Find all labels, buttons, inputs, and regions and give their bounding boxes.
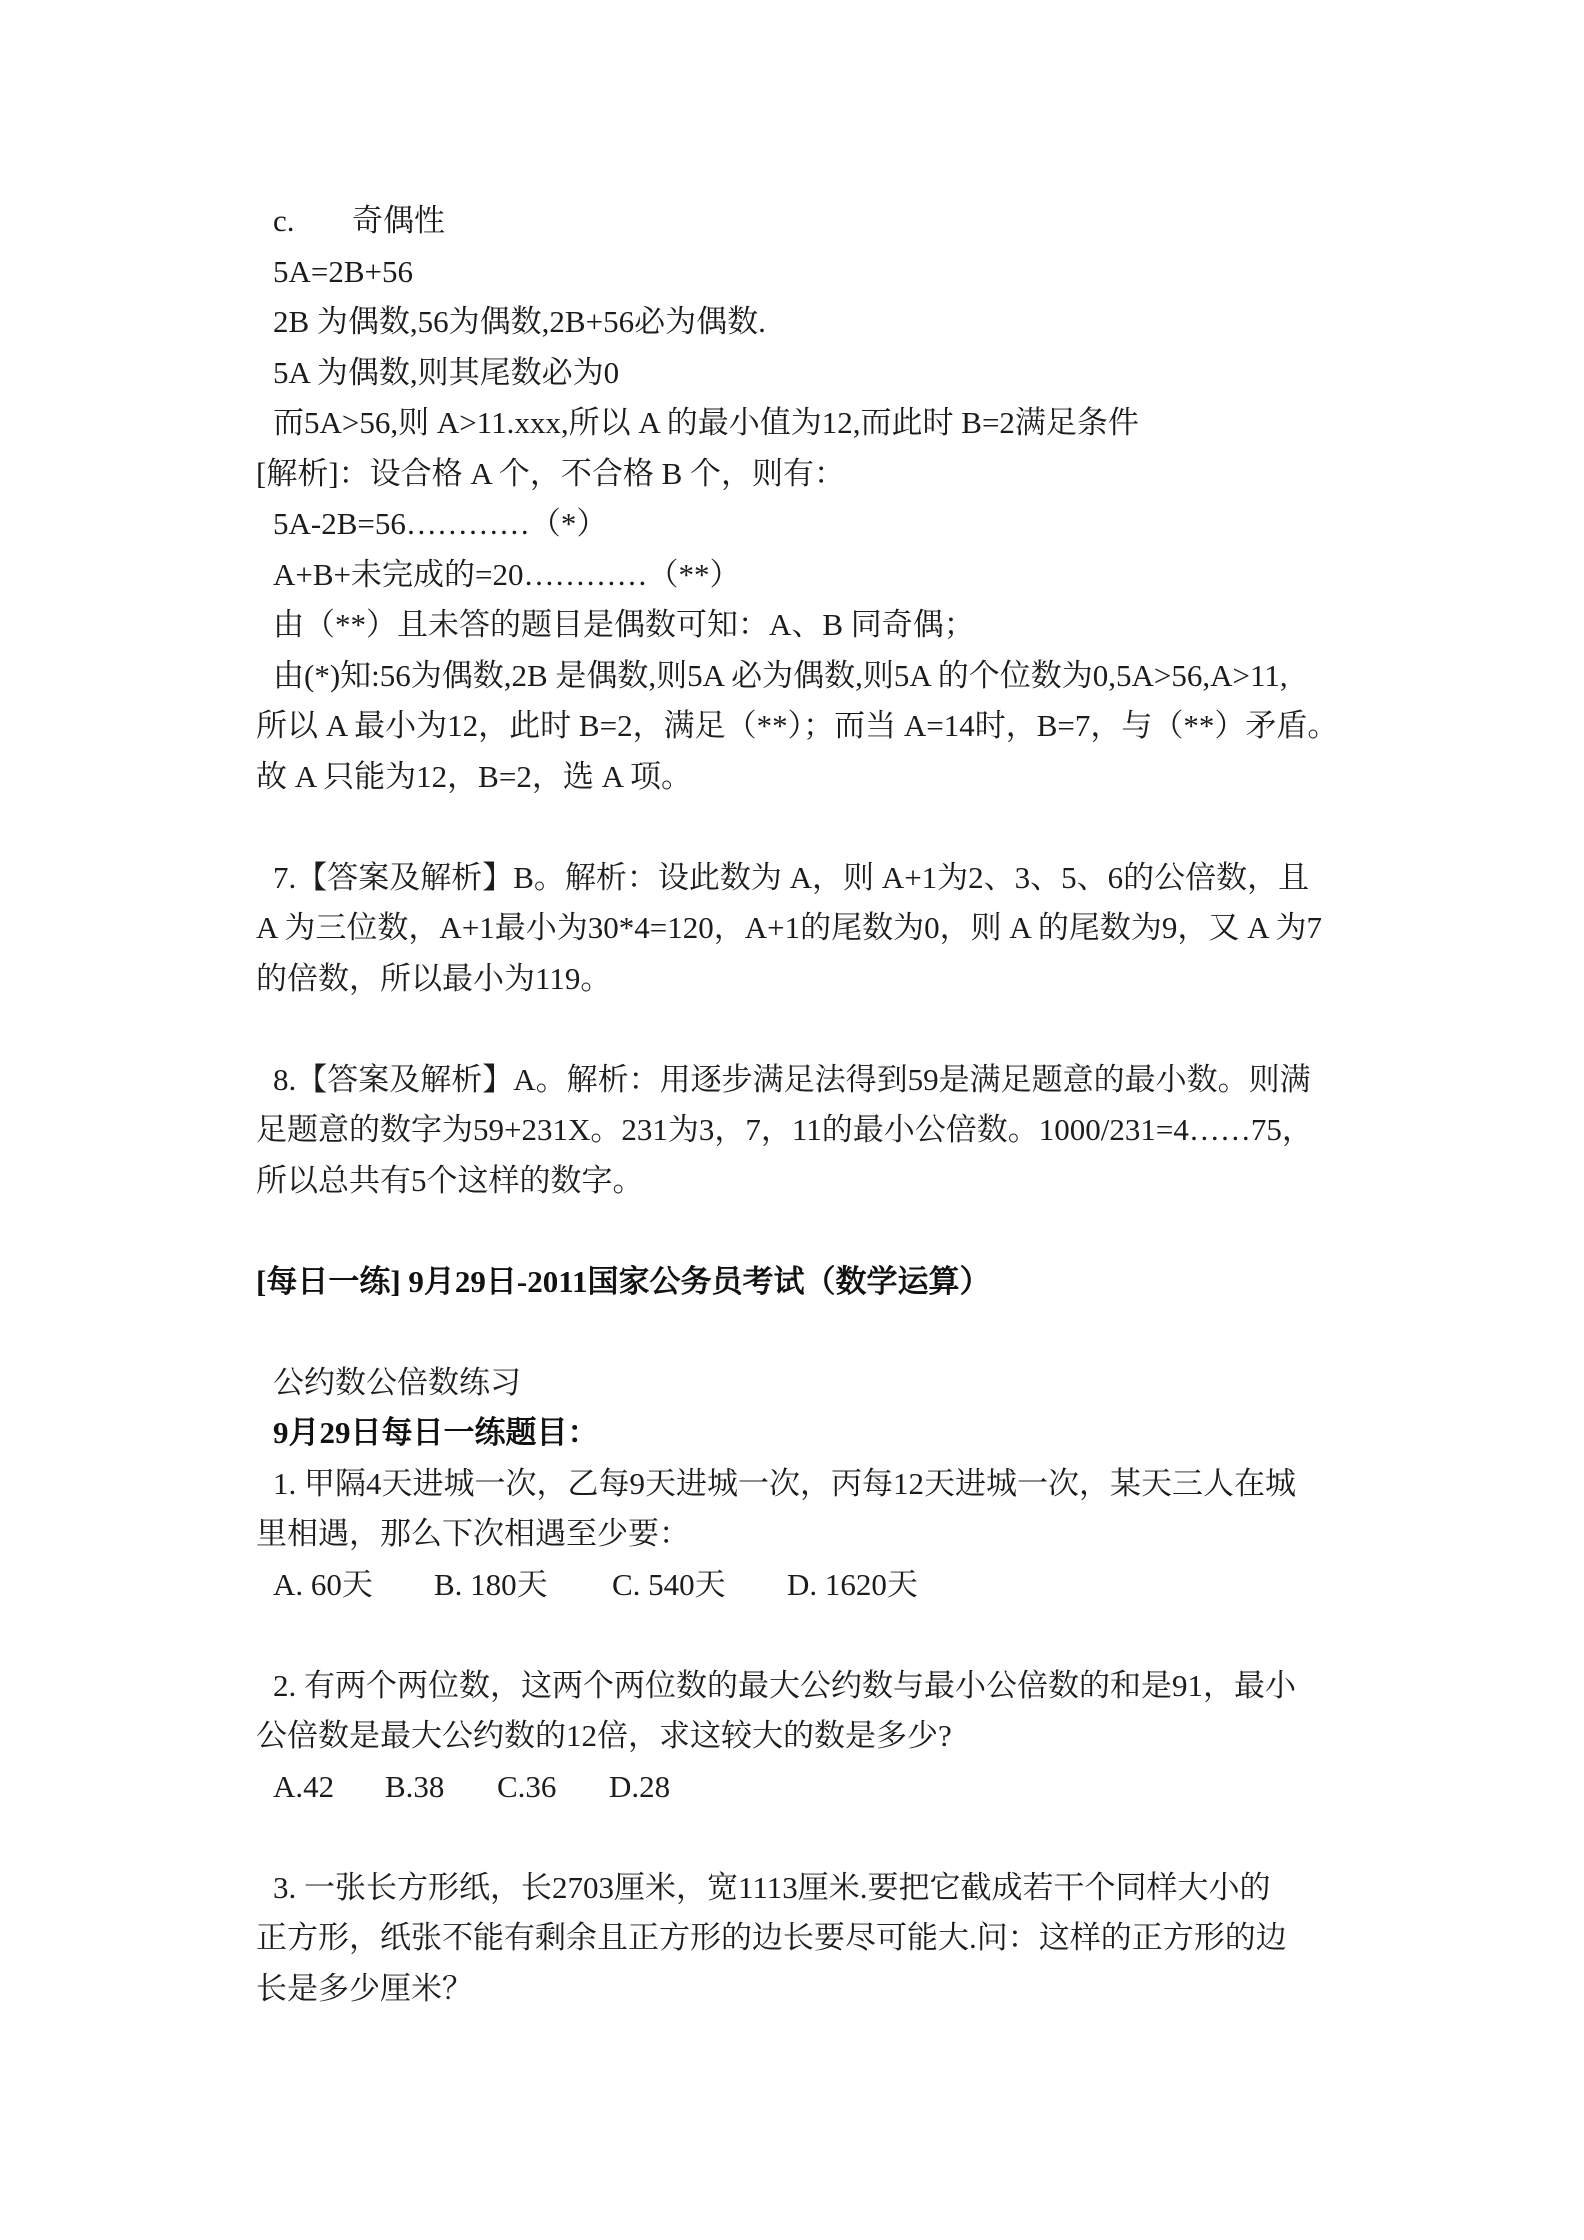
analysis-line: 5A-2B=56…………（*）: [273, 506, 608, 541]
section-title: [每日一练] 9月29日-2011国家公务员考试（数学运算）: [256, 1263, 991, 1299]
question-1-line: 1. 甲隔4天进城一次，乙每9天进城一次，丙每12天进城一次，某天三人在城: [273, 1465, 1296, 1501]
question-2-line: 公倍数是最大公约数的12倍，求这较大的数是多少?: [256, 1718, 952, 1753]
analysis-line: 所以 A 最小为12，此时 B=2，满足（**）；而当 A=14时，B=7，与（**）矛盾。: [256, 708, 1339, 743]
analysis-line: 由（**）且未答的题目是偶数可知：A、B 同奇偶；: [273, 607, 975, 642]
method-c-heading: [256, 196, 1476, 247]
paragraph-gap: [256, 1307, 1476, 1358]
option-a: A. 60天: [273, 1566, 373, 1602]
analysis-line: A+B+未完成的=20…………（**）: [273, 556, 741, 592]
section-topic: 公约数公倍数练习: [273, 1364, 521, 1400]
option-a: A.42: [273, 1768, 335, 1804]
method-c-label: c.: [273, 203, 295, 238]
paragraph-gap: [256, 1812, 1476, 1863]
analysis-line: 故 A 只能为12，B=2，选 A 项。: [256, 758, 693, 794]
paragraph-gap: [256, 1004, 1476, 1055]
answer-8-line: 足题意的数字为59+231X。231为3，7，11的最小公倍数。1000/231=4……75，: [256, 1112, 1313, 1147]
document-page: [256, 196, 1476, 2014]
answer-8-line: 所以总共有5个这样的数字。: [256, 1162, 644, 1198]
method-c-title: 奇偶性: [352, 203, 445, 238]
analysis-line: 由(*)知:56为偶数,2B 是偶数,则5A 必为偶数,则5A 的个位数为0,5A>56,A>11,: [273, 657, 1288, 693]
question-3-line: 3. 一张长方形纸，长2703厘米，宽1113厘米.要把它截成若干个同样大小的: [273, 1869, 1271, 1905]
question-1-options: [256, 1560, 1476, 1611]
question-3-line: 长是多少厘米？: [256, 1970, 473, 2006]
question-3-line: 正方形，纸张不能有剩余且正方形的边长要尽可能大.问：这样的正方形的边: [256, 1920, 1287, 1955]
option-c: C. 540天: [612, 1566, 726, 1602]
method-c-line: 5A 为偶数,则其尾数必为0: [273, 354, 620, 390]
option-d: D.28: [609, 1768, 671, 1804]
answer-7-line: 7.【答案及解析】B。解析：设此数为 A，则 A+1为2、3、5、6的公倍数，且: [273, 859, 1310, 895]
answer-7-line: A 为三位数，A+1最小为30*4=120，A+1的尾数为0，则 A 的尾数为9，又 A 为7: [256, 910, 1323, 945]
analysis-line: [解析]：设合格 A 个，不合格 B 个，则有：: [256, 455, 845, 491]
section-subtitle: 9月29日每日一练题目：: [273, 1415, 599, 1450]
method-c-line: 5A=2B+56: [273, 253, 414, 289]
option-b: B.38: [385, 1768, 445, 1804]
option-c: C.36: [497, 1768, 557, 1804]
question-2-options: [256, 1762, 1476, 1813]
answer-8-line: 8.【答案及解析】A。解析：用逐步满足法得到59是满足题意的最小数。则满: [273, 1061, 1311, 1097]
option-d: D. 1620天: [787, 1566, 918, 1602]
question-1-line: 里相遇，那么下次相遇至少要：: [256, 1516, 690, 1551]
question-2-line: 2. 有两个两位数，这两个两位数的最大公约数与最小公倍数的和是91，最小: [273, 1667, 1296, 1703]
paragraph-gap: [256, 1206, 1476, 1257]
method-c-line: 2B 为偶数,56为偶数,2B+56必为偶数.: [273, 304, 766, 339]
method-c-line: 而5A>56,则 A>11.xxx,所以 A 的最小值为12,而此时 B=2满足条件: [273, 405, 1139, 440]
paragraph-gap: [256, 802, 1476, 853]
answer-7-line: 的倍数，所以最小为119。: [256, 960, 612, 996]
paragraph-gap: [256, 1610, 1476, 1661]
option-b: B. 180天: [434, 1566, 548, 1602]
